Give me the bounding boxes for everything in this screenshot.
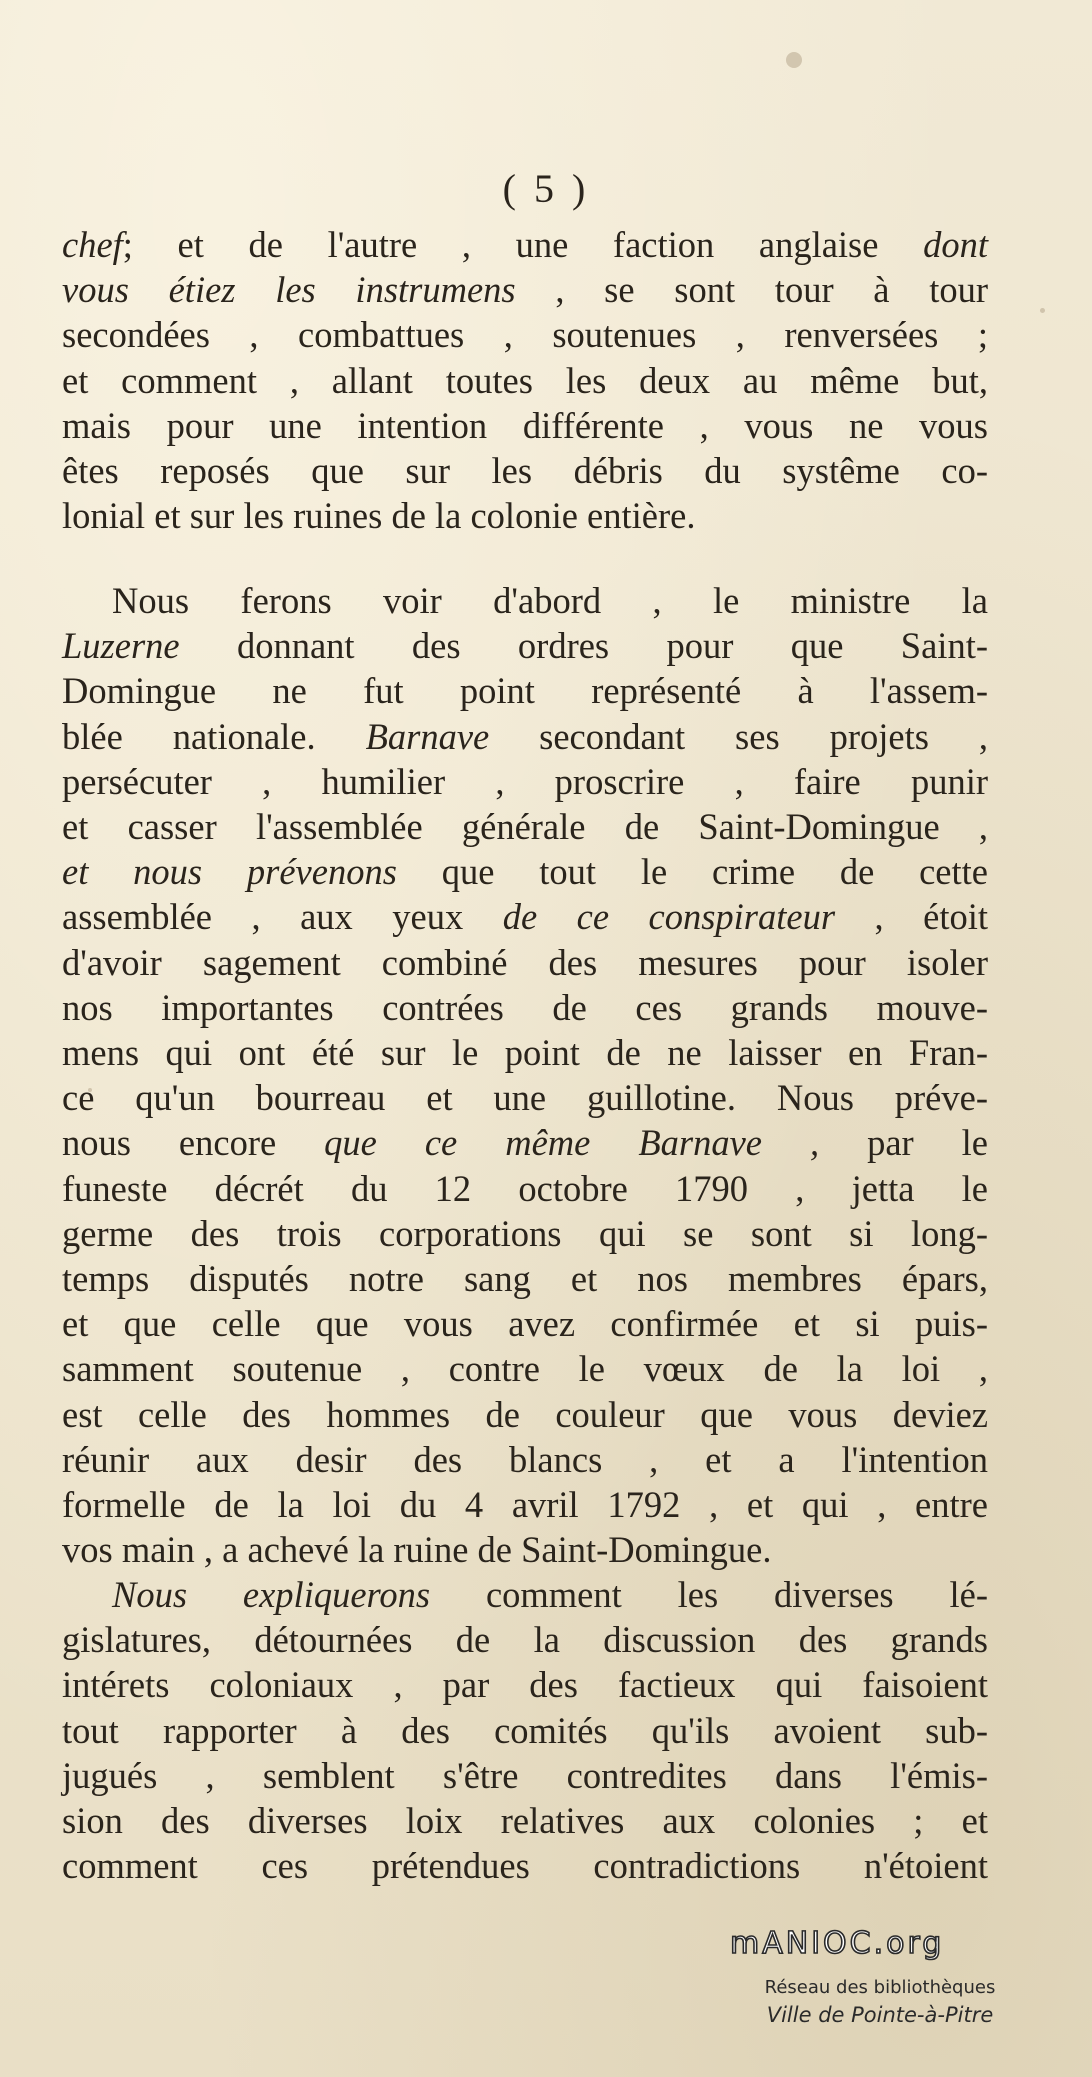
paper-spot	[786, 52, 802, 68]
text-line	[62, 1482, 988, 1527]
text-line	[62, 1256, 988, 1301]
text-line	[62, 623, 988, 668]
text-segment: temps disputés notre sang et nos membres épars,	[62, 1258, 988, 1300]
text-segment: mens qui ont été sur le point de ne laisser en Fran-	[62, 1032, 988, 1074]
text-line	[62, 222, 988, 267]
text-segment: comment les diverses lé-	[430, 1574, 988, 1615]
italic-text: Barnave	[365, 715, 490, 757]
text-segment: persécuter , humilier , proscrire , faire punir	[62, 760, 988, 802]
text-line	[62, 1527, 988, 1572]
manioc-logo	[728, 1909, 1068, 1969]
text-segment: comment ces prétendues contradictions n'étoient	[62, 1845, 988, 1887]
text-line	[62, 1843, 988, 1888]
text-segment: secondant ses projets ,	[489, 715, 988, 757]
text-segment: nous encore	[62, 1122, 325, 1164]
text-line	[62, 985, 988, 1030]
text-segment: et casser l'assemblée générale de Saint-Domingue ,	[62, 806, 988, 848]
text-segment: Domingue ne fut point représenté à l'assem-	[62, 670, 988, 712]
text-segment: germe des trois corporations qui se sont si long-	[62, 1212, 988, 1254]
text-segment: vos main , a achevé la ruine de Saint-Domingue.	[62, 1529, 772, 1571]
text-segment: et comment , allant toutes les deux au même but,	[62, 359, 988, 401]
library-network-label: Réseau des bibliothèques	[764, 1977, 996, 1998]
text-segment: réunir aux desir des blancs , et a l'intention	[62, 1438, 988, 1480]
text-line	[62, 1617, 988, 1662]
italic-text: chef	[62, 224, 123, 265]
text-segment: que tout le crime de cette	[396, 851, 988, 893]
text-line	[62, 1120, 988, 1165]
text-segment: jugués , semblent s'être contredites dans l'émis-	[62, 1754, 988, 1796]
text-segment: samment soutenue , contre le vœux de la loi ,	[62, 1348, 988, 1390]
text-line	[62, 1437, 988, 1482]
text-line	[62, 1166, 988, 1211]
text-line	[62, 804, 988, 849]
text-segment: blée nationale.	[62, 715, 366, 757]
text-segment: formelle de la loi du 4 avril 1792 , et qui , entre	[62, 1484, 988, 1526]
text-line	[62, 1662, 988, 1707]
italic-text: Nous expliquerons	[112, 1574, 431, 1615]
text-line	[62, 1572, 988, 1617]
text-line	[62, 940, 988, 985]
text-line	[62, 267, 988, 312]
text-line	[62, 403, 988, 448]
text-segment: , étoit	[835, 896, 988, 938]
text-segment: êtes reposés que sur les débris du systême co-	[62, 450, 988, 492]
text-segment: , se sont tour à tour	[515, 269, 988, 311]
text-segment: assemblée , aux yeux	[62, 896, 503, 938]
text-line	[62, 1798, 988, 1843]
text-segment: funeste décrét du 12 octobre 1790 , jetta le	[62, 1167, 988, 1209]
text-line	[62, 714, 988, 759]
paper-spot	[1040, 308, 1045, 313]
manioc-logo-text: mANIOC.org	[730, 1926, 945, 1961]
page-number: ( 5 )	[502, 166, 590, 211]
italic-text: et nous prévenons	[62, 851, 397, 893]
text-line	[62, 668, 988, 713]
text-line	[62, 358, 988, 403]
paragraph-3	[62, 1572, 988, 1888]
text-segment: intérets coloniaux , par des factieux qui faisoient	[62, 1664, 988, 1706]
paragraph-2	[62, 578, 988, 1572]
text-line	[62, 493, 988, 538]
italic-text: Luzerne	[62, 625, 180, 667]
text-segment: d'avoir sagement combiné des mesures pour isoler	[62, 941, 988, 983]
text-line	[62, 849, 988, 894]
text-line	[62, 1211, 988, 1256]
text-segment: donnant des ordres pour que Saint-	[179, 625, 988, 667]
italic-text: que ce même Barnave ,	[324, 1122, 820, 1164]
italic-text: dont	[923, 224, 988, 265]
text-segment: tout rapporter à des comités qu'ils avoient sub-	[62, 1709, 988, 1751]
text-segment: Nous ferons voir d'abord , le ministre la	[112, 580, 988, 621]
text-line	[62, 894, 988, 939]
library-city-label: Ville de Pointe-à-Pitre	[766, 2003, 994, 2027]
text-line	[62, 578, 988, 623]
text-line	[62, 1708, 988, 1753]
text-segment: et que celle que vous avez confirmée et si puis-	[62, 1303, 988, 1345]
text-line	[62, 1753, 988, 1798]
italic-text: de ce conspirateur	[502, 896, 836, 938]
text-segment: par le	[819, 1122, 988, 1164]
text-segment: secondées , combattues , soutenues , renversées ;	[62, 314, 988, 356]
text-line	[62, 1301, 988, 1346]
text-segment: nos importantes contrées de ces grands mouve-	[62, 986, 988, 1028]
text-segment: sion des diverses loix relatives aux colonies ; et	[62, 1800, 988, 1842]
text-segment: ; et de l'autre , une faction anglaise	[122, 224, 924, 265]
paragraph-1	[62, 222, 988, 538]
text-line	[62, 312, 988, 357]
italic-text: vous étiez les instrumens	[62, 269, 516, 311]
text-line	[62, 1346, 988, 1391]
text-line	[62, 448, 988, 493]
text-segment: est celle des hommes de couleur que vous deviez	[62, 1393, 988, 1435]
text-segment: ce qu'un bourreau et une guillotine. Nous préve-	[62, 1077, 988, 1119]
text-segment: gislatures, détournées de la discussion des grands	[62, 1619, 988, 1661]
text-segment: lonial et sur les ruines de la colonie entière.	[62, 495, 696, 537]
text-line	[62, 1075, 988, 1120]
text-segment: mais pour une intention différente , vous ne vous	[62, 404, 988, 446]
text-line	[62, 1392, 988, 1437]
text-line	[62, 1030, 988, 1075]
text-line	[62, 759, 988, 804]
